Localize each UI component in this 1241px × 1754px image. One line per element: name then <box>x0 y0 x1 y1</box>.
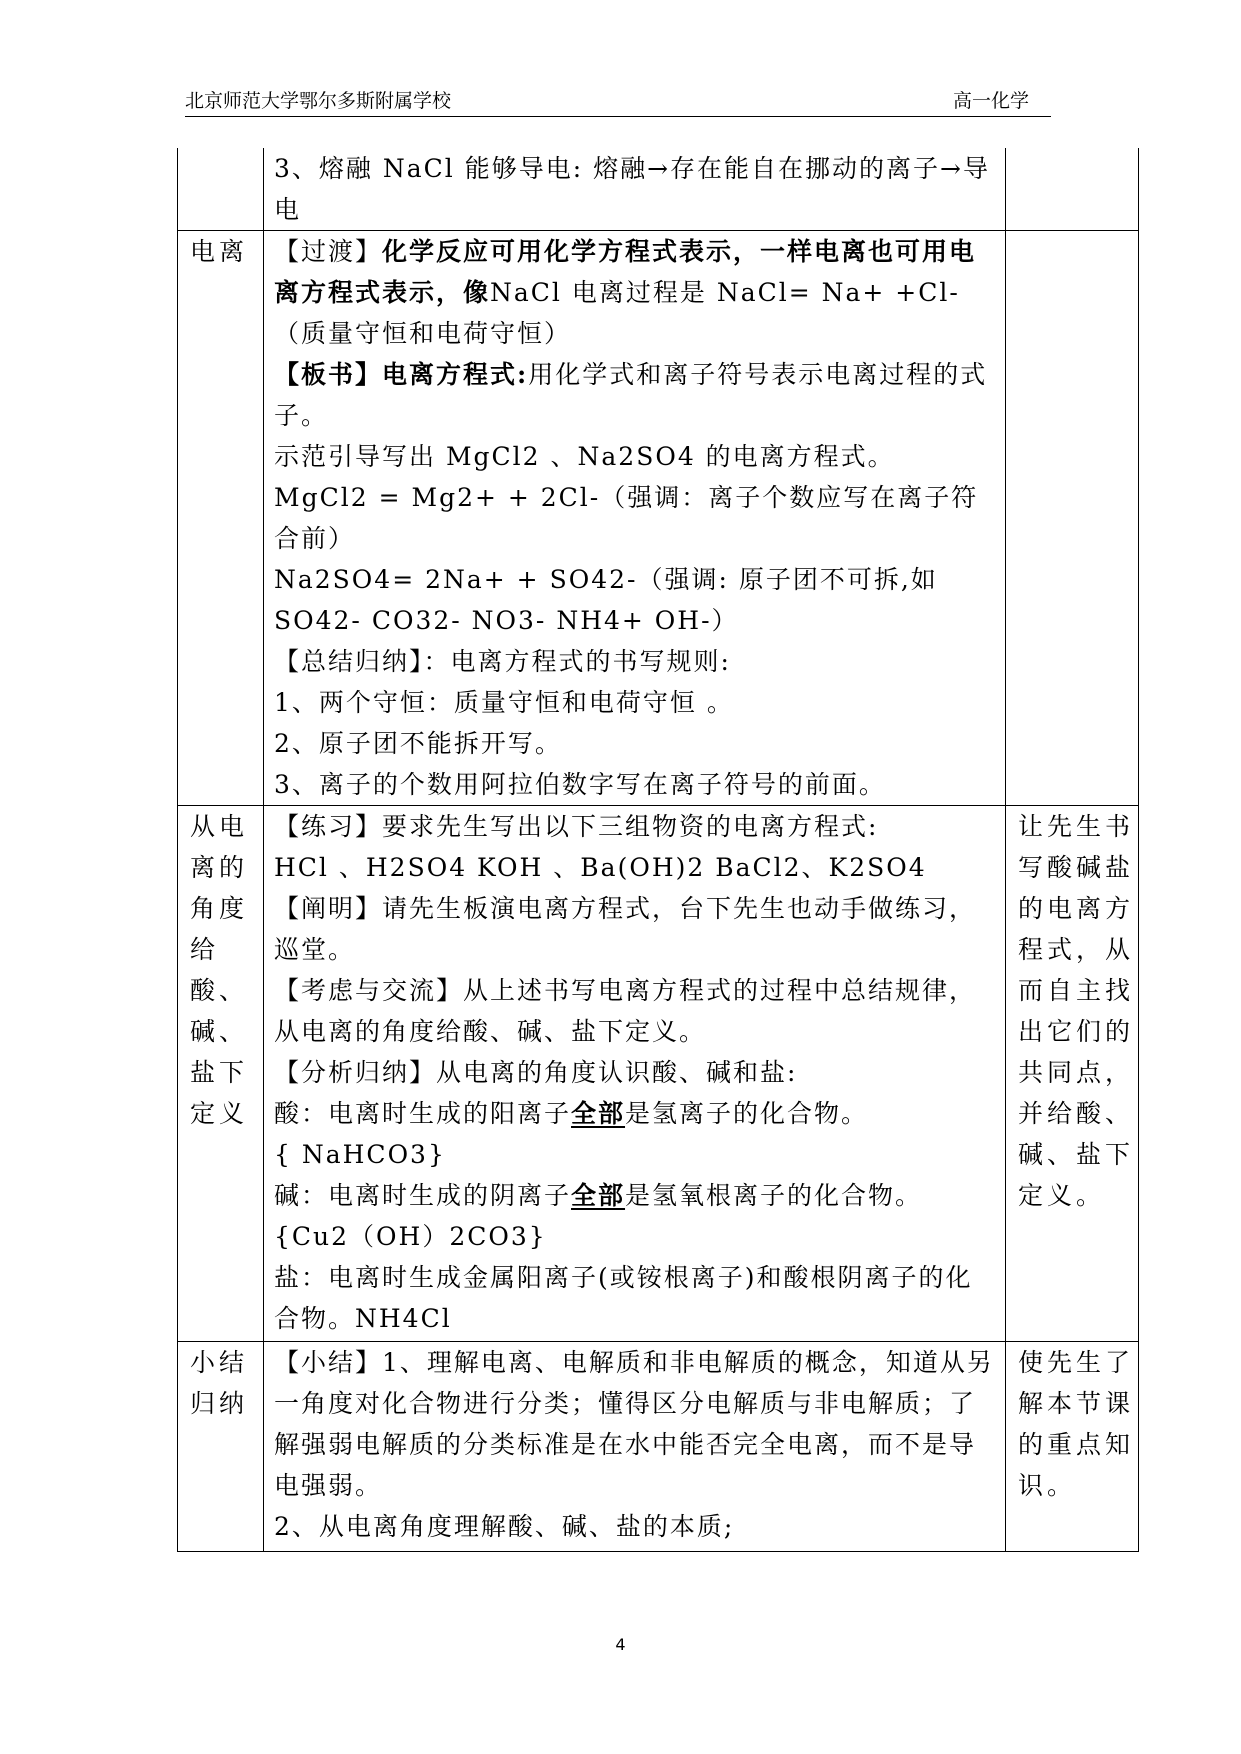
stage-cell: 电离 <box>178 231 264 806</box>
stage-cell <box>178 148 264 231</box>
table-row <box>178 1342 1139 1552</box>
rule-line: 1、两个守恒：质量守恒和电荷守恒 。 <box>274 688 734 717</box>
content-cell <box>264 1342 1006 1552</box>
analysis-line: 【分析归纳】从电离的角度认识酸、碱和盐: <box>274 1058 798 1087</box>
subject-name: 高一化学 <box>952 90 1029 112</box>
equation-mgcl2: MgCl2 = Mg2+ + 2Cl-（强调：离子个数应写在离子符合前） <box>274 483 979 553</box>
purpose-cell <box>1006 148 1139 231</box>
think-paragraph: 【考虑与交流】从上述书写电离方程式的过程中总结规律，从电离的角度给酸、碱、盐下定义。 <box>274 976 977 1046</box>
base-example: {Cu2（OH）2CO3} <box>274 1222 547 1251</box>
content-cell <box>264 148 1006 231</box>
summary-title: 【总结归纳】：电离方程式的书写规则: <box>274 647 731 676</box>
summary-paragraph: 【小结】1、理解电离、电解质和非电解质的概念，知道从另一角度对化合物进行分类；懂得区分电解质与非电解质；了解强弱电解质的分类标准是在水中能否完全电离，而不是导电强弱。 <box>274 1348 994 1500</box>
table-row <box>178 148 1139 231</box>
content-cell <box>264 806 1006 1342</box>
summary-paragraph: 2、从电离角度理解酸、碱、盐的本质; <box>274 1512 735 1541</box>
practice-line: 【练习】要求先生写出以下三组物资的电离方程式: <box>274 812 879 841</box>
purpose-cell: 使先生了解本节课的重点知识。 <box>1006 1342 1139 1552</box>
purpose-cell: 让先生书写酸碱盐的电离方程式，从而自主找出它们的共同点，并给酸、碱、盐下定义。 <box>1006 806 1139 1342</box>
content-line: 3、熔融 NaCl 能够导电: 熔融→存在能自在挪动的离子→导电 <box>274 154 990 224</box>
lesson-table <box>177 148 1139 1552</box>
rule-line: 3、离子的个数用阿拉伯数字写在离子符号的前面。 <box>274 770 886 799</box>
table-row <box>178 806 1139 1342</box>
equation-na2so4: Na2SO4= 2Na+ + SO42-（强调: 原子团不可拆,如 SO42- CO32- NO3- NH4+ OH-） <box>274 565 938 635</box>
rule-line: 2、原子团不能拆开写。 <box>274 729 562 758</box>
transition-paragraph: 【过渡】化学反应可用化学方程式表示，一样电离也可用电离方程式表示，像NaCl 电离过程是 NaCl= Na+ +Cl-（质量守恒和电荷守恒） <box>274 237 977 348</box>
stage-cell: 从电离的角度给酸、碱、盐下定义 <box>178 806 264 1342</box>
purpose-cell <box>1006 231 1139 806</box>
acid-example: { NaHCO3} <box>274 1140 446 1169</box>
page-number: 4 <box>615 1635 626 1654</box>
salt-definition: 盐：电离时生成金属阳离子(或铵根离子)和酸根阴离子的化合物。NH4Cl <box>274 1263 973 1333</box>
formula-line: HCl 、H2SO4 KOH 、Ba(OH)2 BaCl2、K2SO4 <box>274 853 927 882</box>
base-definition: 碱：电离时生成的阴离子全部是氢氧根离子的化合物。 <box>274 1181 923 1210</box>
page-header <box>185 84 1051 117</box>
acid-definition: 酸：电离时生成的阳离子全部是氢离子的化合物。 <box>274 1099 869 1128</box>
table-row <box>178 231 1139 806</box>
stage-cell: 小结归纳 <box>178 1342 264 1552</box>
board-paragraph: 【板书】电离方程式:用化学式和离子符号表示电离过程的式子。 <box>274 360 988 430</box>
demo-line: 示范引导写出 MgCl2 、Na2SO4 的电离方程式。 <box>274 442 895 471</box>
content-cell <box>264 231 1006 806</box>
school-name: 北京师范大学鄂尔多斯附属学校 <box>185 90 452 112</box>
explain-paragraph: 【阐明】请先生板演电离方程式，台下先生也动手做练习，巡堂。 <box>274 894 977 964</box>
